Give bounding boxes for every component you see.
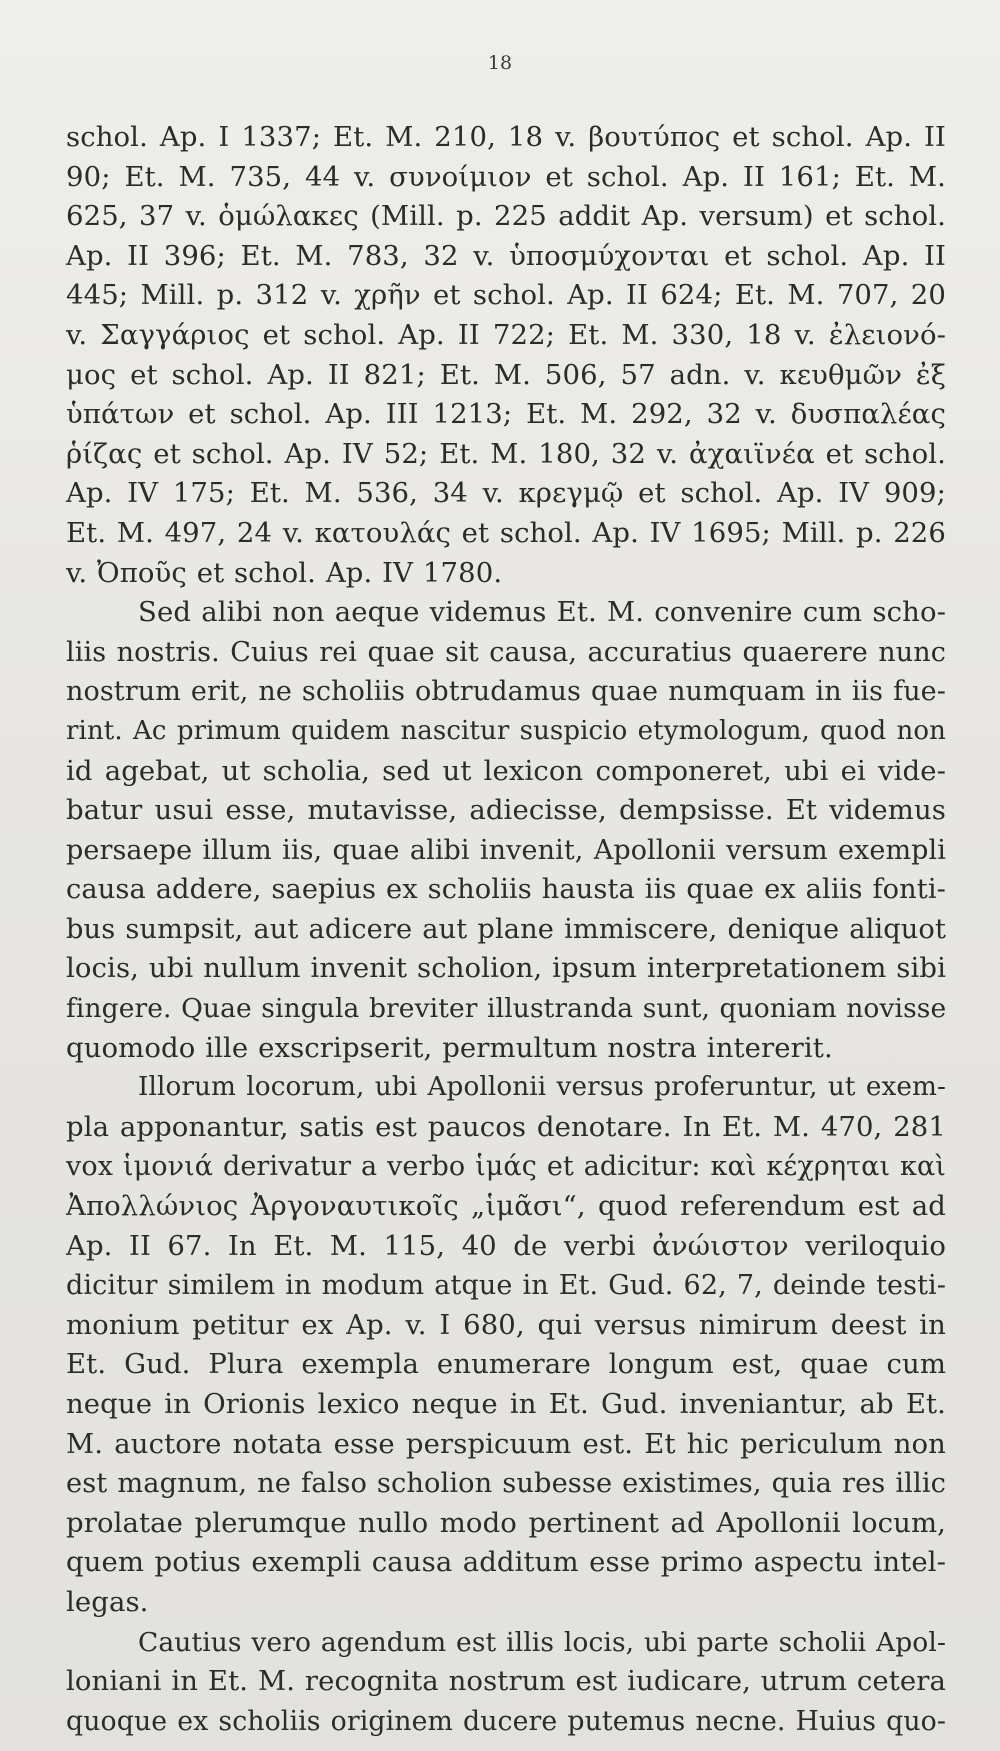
text-line: neque in Orionis lexico neque in Et. Gud. inveniantur, ab Et. [66,1388,946,1420]
text-line: Et. Gud. Plura exempla enumerare longum est, quae cum [66,1348,946,1381]
text-line: locis, ubi nullum invenit scholion, ipsum interpretationem sibi [66,952,946,985]
text-line: Sed alibi non aeque videmus Et. M. convenire cum scho- [138,596,946,629]
text-line: rint. Ac primum quidem nascitur suspicio etymologum, quod non [66,715,946,746]
text-line: vox ἱμονιά derivatur a verbo ἱμάς et adicitur: καὶ κέχρηται καὶ [66,1151,946,1183]
page-body [66,118,946,1741]
text-line: 625, 37 v. ὁμώλακες (Mill. p. 225 addit Ap. versum) et schol. [66,200,946,233]
paragraph-4 [66,1623,946,1742]
text-line: pla apponantur, satis est paucos denotare. In Et. M. 470, 281 [66,1110,946,1143]
text-line: id agebat, ut scholia, sed ut lexicon componeret, ubi ei vide- [66,754,946,787]
text-line: Ap. IV 175; Et. M. 536, 34 v. κρεγμῷ et schol. Ap. IV 909; [66,477,946,510]
text-line: causa addere, saepius ex scholiis hausta iis quae ex aliis fonti- [66,874,946,906]
text-line: M. auctore notata esse perspicuum est. Et hic periculum non [66,1427,946,1460]
text-line: prolatae plerumque nullo modo pertinent ad Apollonii locum, [66,1506,946,1539]
text-line: v. Σαγγάριος et schol. Ap. II 722; Et. M. 330, 18 v. ἐλειονό- [66,318,946,351]
paragraph-1 [66,118,946,593]
text-line: Ap. II 67. In Et. M. 115, 40 de verbi ἀνώιστον veriloquio [66,1229,946,1262]
text-line: monium petitur ex Ap. v. I 680, qui versus nimirum deest in [66,1308,946,1341]
paragraph-2 [66,593,946,1068]
text-line: fingere. Quae singula breviter illustranda sunt, quoniam novisse [66,993,947,1025]
text-line: quem potius exempli causa additum esse primo aspectu intel- [66,1546,946,1579]
text-line: liis nostris. Cuius rei quae sit causa, accuratius quaerere nunc [66,636,946,668]
text-line: bus sumpsit, aut adicere aut plane immiscere, denique aliquot [66,913,946,945]
text-line: quoque ex scholiis originem ducere putemus necne. Huius quo- [66,1705,946,1737]
text-line: Illorum locorum, ubi Apollonii versus proferuntur, ut exem- [138,1072,946,1103]
text-line: Et. M. 497, 24 v. κατουλάς et schol. Ap. IV 1695; Mill. p. 226 [66,516,946,549]
text-line: μος et schol. Ap. II 821; Et. M. 506, 57 adn. v. κευθμῶν ἐξ [66,358,946,391]
text-line: quomodo ille exscripserit, permultum nostra intererit. [66,1031,833,1064]
text-line: Cautius vero agendum est illis locis, ubi parte scholii Apol- [138,1626,946,1658]
text-line: Ap. II 396; Et. M. 783, 32 v. ὑποσμύχονται et schol. Ap. II [66,239,946,272]
text-line: loniani in Et. M. recognita nostrum est iudicare, utrum cetera [66,1665,946,1698]
text-line: ὑπάτων et schol. Ap. III 1213; Et. M. 292, 32 v. δυσπαλέας [66,398,946,431]
text-line: dicitur similem in modum atque in Et. Gud. 62, 7, deinde testi- [66,1270,946,1302]
text-line: Ἀπολλώνιος Ἀργοναυτικοῖς „ἱμᾶσι“, quod referendum est ad [66,1190,946,1223]
text-line: persaepe illum iis, quae alibi invenit, Apollonii versum exempli [66,834,946,866]
paragraph-3 [66,1068,946,1622]
text-line: nostrum erit, ne scholiis obtrudamus quae numquam in iis fue- [66,676,946,708]
text-line: est magnum, ne falso scholion subesse existimes, quia res illic [66,1468,946,1500]
text-line: legas. [66,1585,149,1618]
text-line: 90; Et. M. 735, 44 v. συνοίμιον et schol. Ap. II 161; Et. M. [66,160,946,193]
page-number: 18 [487,52,513,74]
text-line: batur usui esse, mutavisse, adiecisse, dempsisse. Et videmus [66,794,946,827]
text-line: ῥίζας et schol. Ap. IV 52; Et. M. 180, 32 v. ἀχαιϊνέα et schol. [66,437,946,470]
text-line: 445; Mill. p. 312 v. χρῆν et schol. Ap. II 624; Et. M. 707, 20 [66,279,946,312]
text-line: v. Ὀποῦς et schol. Ap. IV 1780. [66,556,503,589]
text-line: schol. Ap. I 1337; Et. M. 210, 18 v. βουτύπος et schol. Ap. II [66,121,946,153]
